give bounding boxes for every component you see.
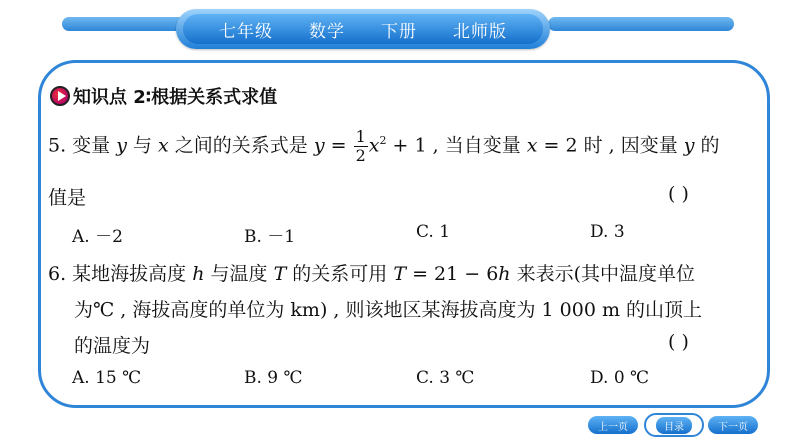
header-grade: 七年级 xyxy=(219,21,273,42)
header-volume: 下册 xyxy=(381,21,417,42)
q6-option-c: C. 3 ℃ xyxy=(416,368,475,388)
q5-option-a: A. －2 xyxy=(72,227,123,247)
q5-option-b: B. －1 xyxy=(244,227,296,247)
play-icon xyxy=(50,86,70,106)
q6-option-a: A. 15 ℃ xyxy=(72,368,142,388)
prev-page-button[interactable]: 上一页 xyxy=(588,416,638,434)
q6-option-d: D. 0 ℃ xyxy=(590,368,650,388)
header-decor-right xyxy=(548,17,734,31)
header-banner xyxy=(176,9,550,49)
q6-option-b: B. 9 ℃ xyxy=(244,368,303,388)
q5-answer-blank: ( ) xyxy=(668,183,689,205)
knowledge-point-heading xyxy=(50,84,277,108)
knowledge-point-label: 知识点 2∶根据关系式求值 xyxy=(73,87,278,108)
header-decor-left xyxy=(62,17,192,31)
menu-button[interactable] xyxy=(644,413,704,437)
q5-line1: 5. 变量 y 与 x 之间的关系式是 y = $\frac{1}{2}$ $x^2 + 1$ , 当自变量 x = 2 时 , 因变量 y 的 xyxy=(48,127,720,165)
fraction-half: $\frac{1}{2}$ xyxy=(355,127,366,165)
q6-line3: 的温度为 xyxy=(74,335,151,357)
q6-line2: 为℃ , 海拔高度的单位为 km) , 则该地区某海拔高度为 1 000 m 的山顶上 xyxy=(74,299,703,321)
menu-label: 目录 xyxy=(656,417,692,434)
header-edition: 北师版 xyxy=(453,21,507,42)
next-page-button[interactable]: 下一页 xyxy=(708,416,758,434)
q5-line2: 值是 xyxy=(48,187,87,209)
header-subject: 数学 xyxy=(309,21,345,42)
q5-option-d: D. 3 xyxy=(590,222,625,242)
q6-answer-blank: ( ) xyxy=(668,331,689,353)
q6-line1: 6. 某地海拔高度 h 与温度 T 的关系可用 T = 21 − 6h 来表示(其中温度单位 xyxy=(48,263,695,285)
q5-option-c: C. 1 xyxy=(416,222,451,242)
